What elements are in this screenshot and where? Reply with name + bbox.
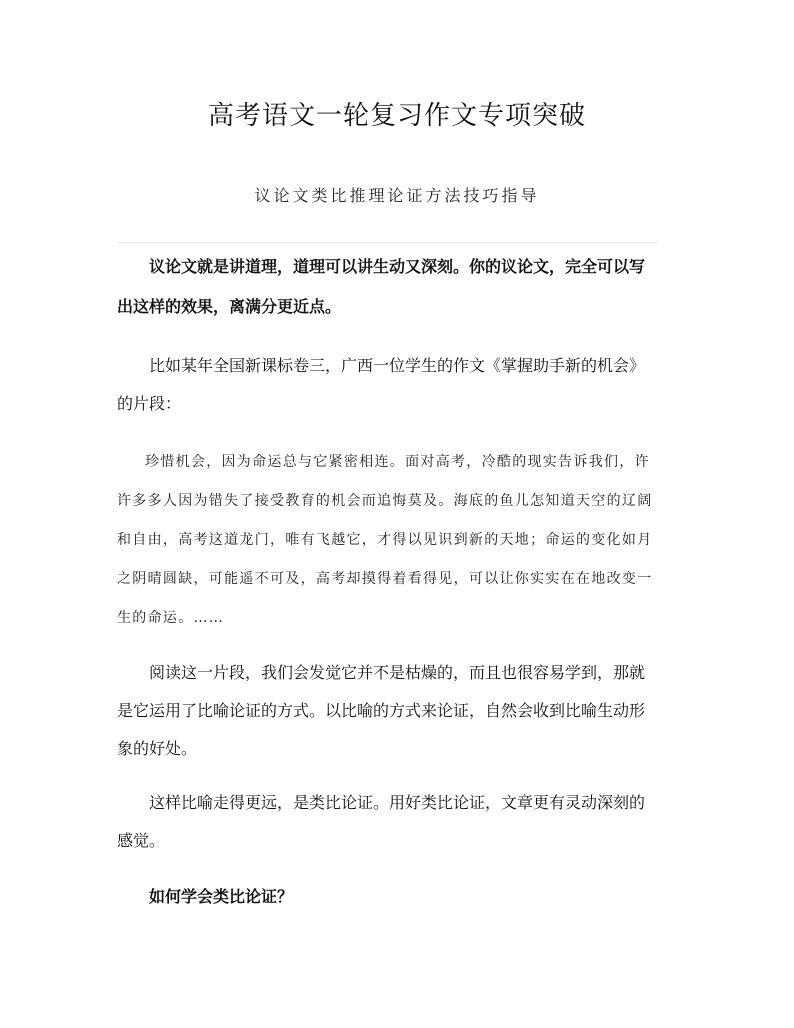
document-body (117, 247, 658, 916)
essay-excerpt: 珍惜机会，因为命运总与它紧密相连。面对高考，冷酷的现实告诉我们，许许多多人因为错失了接受教育的机会而追悔莫及。海底的鱼儿怎知道天空的辽阔和自由，高考这道龙门，唯有飞越它，才得以见识到新的天地；命运的变化如月之阴晴圆缺，可能遥不可及，高考却摸得着看得见，可以让你实实在在地改变一生的命运。…… (117, 454, 653, 626)
example-intro-paragraph: 比如某年全国新课标卷三，广西一位学生的作文《掌握助手新的机会》的片段： (117, 356, 646, 413)
intro-paragraph: 议论文就是讲道理，道理可以讲生动又深刻。你的议论文，完全可以写出这样的效果，离满分更近点。 (117, 257, 646, 316)
document-subtitle: 议论文类比推理论证方法技巧指导 (254, 186, 540, 205)
document-title: 高考语文一轮复习作文专项突破 (207, 101, 586, 131)
analysis-paragraph: 阅读这一片段，我们会发觉它并不是枯燥的，而且也很容易学到，那就是它运用了比喻论证的方式。以比喻的方式来论证，自然会收到比喻生动形象的好处。 (117, 663, 646, 758)
section-heading: 如何学会类比论证？ (149, 887, 294, 906)
analogy-paragraph: 这样比喻走得更远，是类比论证。用好类比论证，文章更有灵动深刻的感觉。 (117, 793, 646, 850)
divider (117, 242, 658, 243)
